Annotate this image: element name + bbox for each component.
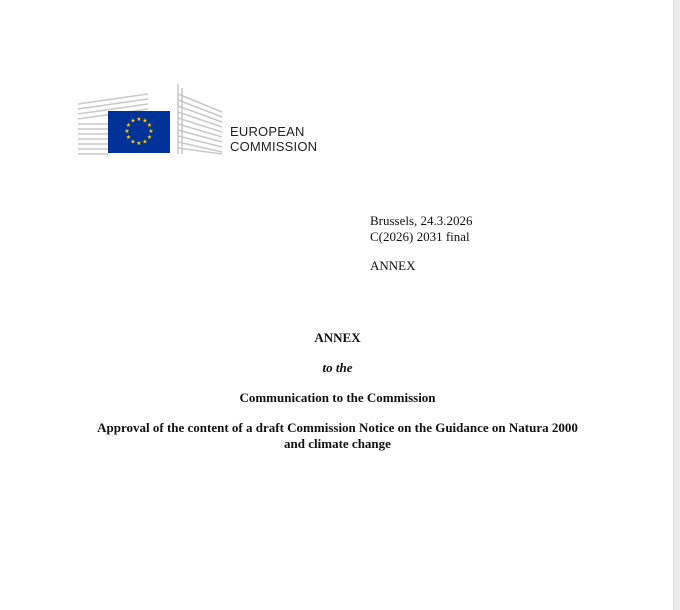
scrollbar[interactable] [673, 0, 680, 610]
document-reference: C(2026) 2031 final [370, 229, 470, 244]
svg-text:★: ★ [136, 116, 142, 123]
svg-text:★: ★ [136, 140, 142, 147]
svg-text:★: ★ [146, 134, 153, 141]
svg-text:★: ★ [125, 122, 132, 129]
approval-title-line-1: Approval of the content of a draft Commission Notice on the Guidance on Natura 2000 [97, 420, 578, 435]
document-meta [370, 213, 473, 274]
place-date: Brussels, 24.3.2026 [370, 213, 473, 228]
organization-name [230, 124, 317, 154]
annex-heading: ANNEX [314, 330, 361, 345]
european-commission-logo [78, 82, 228, 158]
svg-text:★: ★ [124, 128, 130, 135]
svg-text:★: ★ [146, 122, 153, 129]
svg-text:★: ★ [142, 117, 148, 125]
svg-text:★: ★ [130, 117, 136, 125]
svg-text:★: ★ [148, 128, 154, 135]
communication-title: Communication to the Commission [239, 390, 436, 405]
approval-title [60, 420, 615, 452]
svg-text:★: ★ [142, 138, 148, 146]
annex-reference: ANNEX [370, 258, 416, 273]
org-line-1: EUROPEAN [230, 124, 305, 139]
org-line-2: COMMISSION [230, 139, 318, 154]
approval-title-line-2: and climate change [284, 436, 391, 451]
to-the-line: to the [322, 360, 353, 375]
logo-building-right [178, 84, 222, 154]
svg-text:★: ★ [125, 134, 132, 141]
svg-text:★: ★ [130, 138, 136, 146]
